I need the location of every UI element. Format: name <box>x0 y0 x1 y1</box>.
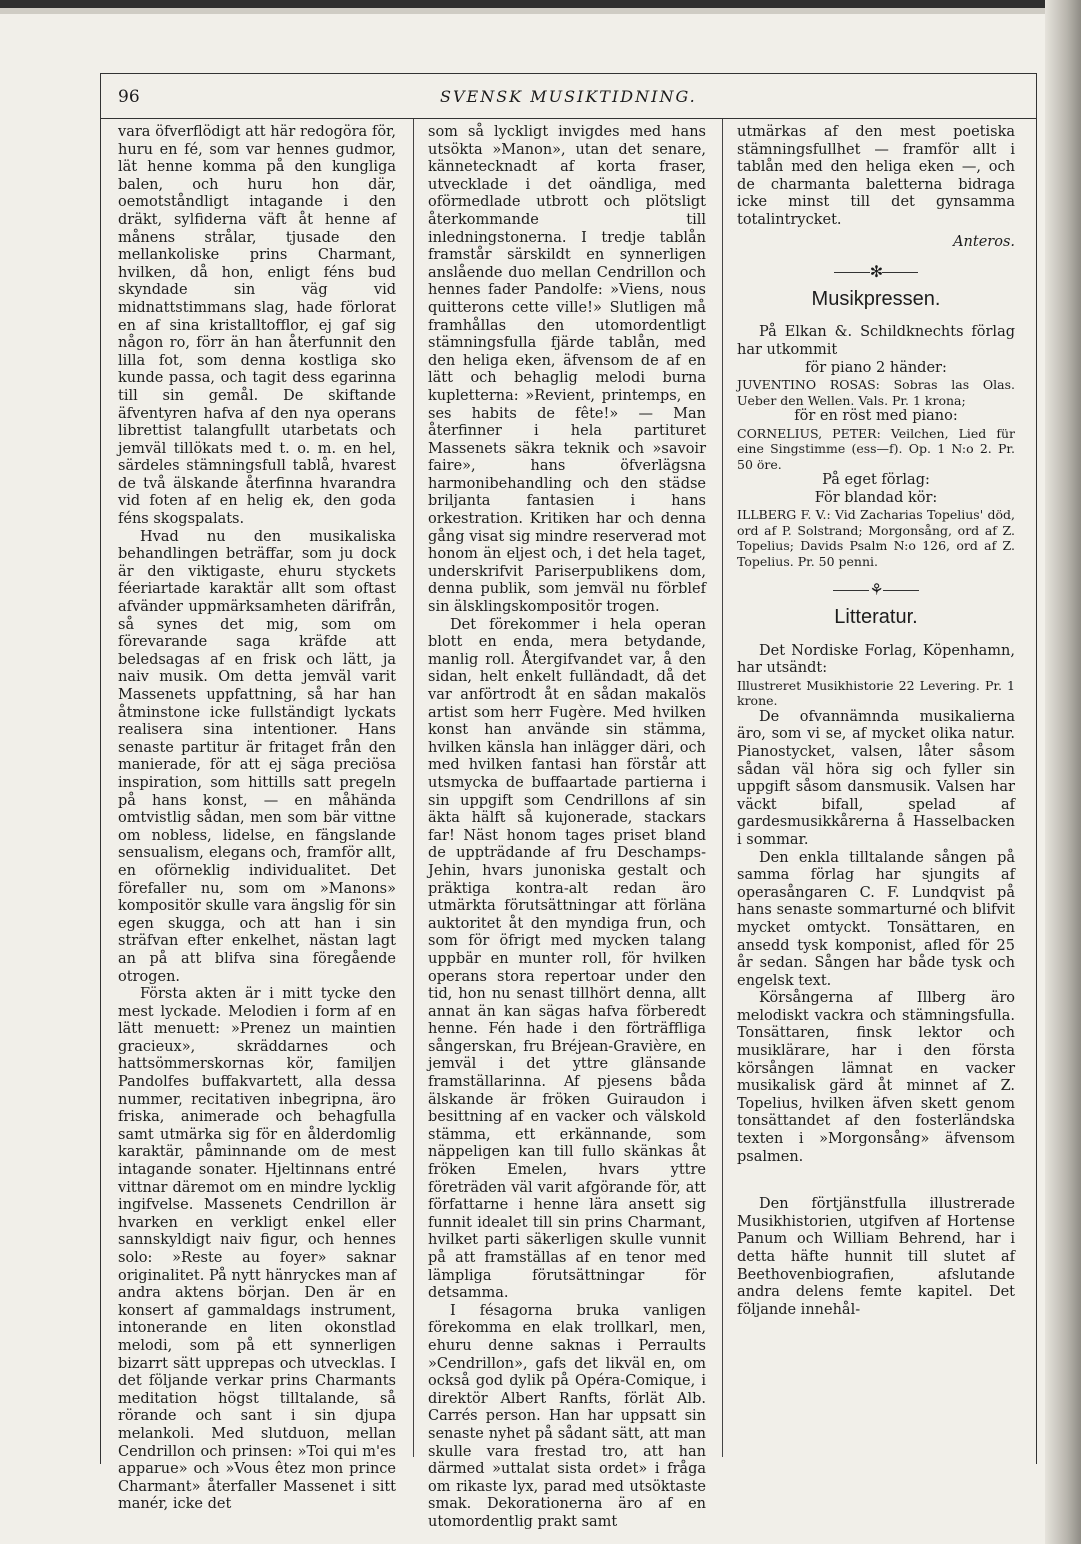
subheading: för en röst med piano: <box>794 408 958 425</box>
paragraph: Det förekommer i hela operan blott en enda, mera betydande, manlig roll. Återgifvandet var, å den sidan, helt enkelt fulländadt, då det var anförtrodt åt en sådan makalös artist som herr Fugère. Med hvilken konst han använde sin stämma, hvilken känsla han inlägger däri, och med hvilken fantasi han förstår att utsmycka de buffaartade partierna i sin uppgift som Cendrillons af sin äkta hälft så kujonerade, stackars far! Näst honom tages priset bland de uppträdande af fru Deschamps-Jehin, hvars junoniska gestalt och präktiga kontra-alt redan äro utmärkta förutsättningar att förläna auktoritet åt den myndiga frun, och som för öfrigt med mycken talang uppbär en munter roll, för hvilken operans stora repertoar under den tid, hon nu senast tillhört denna, allt annat än kan sägas hafva förberedt henne. Fén hade i den förträffliga sångerskan, fru Bréjean-Gravière, en jemväl i det yttre glänsande framställarinna. Af pjesens båda älskande är fröken Guiraudon i besittning af en vacker och välskold stämma, ett erkännande, som näppeligen kan till fullo skänkas åt fröken Emelen, hvars yttre företräden väl varit afgörande för, att författarne i henne lära ansett sig funnit idealet till sin prins Charmant, hvilket parti säkerligen skulle vunnit på att framställas af en tenor med lämpliga förutsättningar för detsamma. <box>428 616 706 1302</box>
ornament-divider: ✻ <box>737 263 1015 281</box>
scan-edge-band <box>0 8 1081 14</box>
subheading: För blandad kör: <box>814 489 938 506</box>
paragraph: De ofvannämnda musikalierna äro, som vi se, af mycket olika natur. Pianostycket, valsen, låter såsom sådan väl höra sig och fyller sin uppgift såsom dansmusik. Valsen har väckt bifall, spelad af gardesmusikkårerna å Hasselbacken i sommar. <box>737 708 1015 848</box>
column-rule-2 <box>722 119 723 1457</box>
paragraph: utmärkas af den mest poetiska stämningsfullhet — framför allt i tablån med den heliga eken —, och de charmanta baletterna bidraga icke minst till det gynsamma totalintrycket. <box>737 124 1015 228</box>
section-title-litteratur: Litteratur. <box>834 606 918 628</box>
listing-entry: JUVENTINO ROSAS: Sobras las Olas. Ueber den Wellen. Vals. Pr. 1 krona; <box>737 377 1015 408</box>
paragraph: Hvad nu den musikaliska behandlingen beträffar, som ju dock är den viktigaste, ehuru styckets féeriartade karaktär allt som oftast afvänder uppmärksamheten därifrån, så synes det mig, som om förevarande saga kräfde att beledsagas af en frisk och lätt, ja naiv musik. Om detta jemväl varit Massenets uppfattning, så har han åtminstone icke fullständigt lyckats realisera sina intentioner. Hans senaste partitur är fritaget från den manierade, för att ej säga preciösa inspiration, som hittills satt pregeln på hans konst, — en måhända omtvistlig sådan, men som bär vittne om nobless, lidelse, en fängslande sensualism, elegans och, framför allt, en oförneklig individualitet. Det förefaller nu, som om »Manons» kompositör skulle vara ängslig för sin egen skugga, och att han i sin sträfvan efter enkelhet, nästan lagt an på att blifva sina föregående otrogen. <box>118 528 396 985</box>
listing-entry: ILLBERG F. V.: Vid Zacharias Topelius' död, ord af P. Solstrand; Morgonsång, ord af Z. Topelius; Davids Psalm N:o 126, ord af Z. Topelius. Pr. 50 penni. <box>737 507 1015 569</box>
header-rule <box>100 118 1036 119</box>
paragraph: vara öfverflödigt att här redogöra för, huru en fé, som var hennes gudmor, lät henne komma på den kungliga balen, och huru hon där, oemotståndligt intagande i den dräkt, sylfiderna väft åt henne af månens strålar, tjusade den mellankoliske prins Charmant, hvilken, då hon, enligt féns bud skyndade sin väg vid midnattstimmans slag, hade förlorat en af sina kristalltofflor, ej gaf sig någon ro, förr än han återfunnit den lilla fot, som denna kostliga sko kunde passa, och tagit dess egarinna till sin gemål. De skiftande äfventyren hafva af den nya operans librettist talangfullt utarbetats och jemväl tillökats med t. o. m. en hel, särdeles stämningsfull tablå, hvarest de två älskande återfinna hvarandra vid foten af en helig ek, den goda féns skogspalats. <box>118 124 396 528</box>
paragraph: Det Nordiske Forlag, Köpenhamn, har utsändt: <box>737 642 1015 677</box>
paragraph: Den förtjänstfulla illustrerade Musikhistorien, utgifven af Hortense Panum och William Behrend, har i detta häfte hunnit till slutet af Beethovenbiografien, afslutande andra delens femte kapitel. Det följande innehål- <box>737 1196 1015 1318</box>
ornament-divider: ⚘ <box>737 581 1015 599</box>
column-3 <box>737 124 1015 1319</box>
running-head: SVENSK MUSIKTIDNING. <box>440 87 697 106</box>
paragraph: Den enkla tilltalande sången på samma förlag har sjungits af operasångaren C. F. Lundqvist på hans senaste sommarturné och blifvit mycket omtyckt. Tonsättaren, en ansedd tysk komponist, afled för 25 år sedan. Sången har både tysk och engelsk text. <box>737 849 1015 989</box>
paragraph: Första akten är i mitt tycke den mest lyckade. Melodien i form af en lätt menuett: »Prenez un maintien gracieux», skräddarnes och hattsömmerskornas kör, familjen Pandolfes buffakvartett, alla dessa nummer, recitativen inbegripna, äro friska, animerade och behagfulla samt utmärka sig för en ålderdomlig karaktär, påminnande om de mest intagande sonater. Hjeltinnans entré vittnar däremot om en mindre lycklig ingifvelse. Massenets Cendrillon är hvarken en verkligt enkel eller sannskyldigt naiv figur, och hennes solo: »Reste au foyer» saknar originalitet. På nytt hänryckes man af andra aktens början. Den är en konsert af gammaldags instrument, intonerande en liten okonstlad melodi, som på ett synnerligen bizarrt sätt upprepas och utvecklas. I det följande verkar prins Charmants meditation högst tilltalande, så rörande och sant i sin djupa melankoli. Med slutduon, mellan Cendrillon och prinsen: »Toi qui m'es apparue» och »Vous êtez mon prince Charmant» återfaller Massenet i sitt manér, icke det <box>118 986 396 1513</box>
signature: Anteros. <box>953 233 1015 250</box>
scan-edge-top <box>0 0 1081 8</box>
listing-entry: CORNELIUS, PETER: Veilchen, Lied für eine Singstimme (ess—f). Op. 1 N:o 2. Pr. 50 öre. <box>737 425 1015 472</box>
paragraph: I fésagorna bruka vanligen förekomma en elak trollkarl, men, ehuru denne saknas i Perraults »Cendrillon», gafs det likväl en, om också god dylik på Opéra-Comique, i direktör Albert Ranfts, förlät Alb. Carrés person. Han har uppsatt sin senaste nyhet på sådant sätt, att man skulle vara frestad tro, att han därmed »uttalat sista ordet» i fråga om rikaste lyx, parad med utsöktaste smak. Dekorationerna äro af en utomordentlig prakt samt <box>428 1302 706 1530</box>
section-title-musikpressen: Musikpressen. <box>811 287 941 310</box>
listing-entry: Illustreret Musikhistorie 22 Levering. Pr. 1 krone. <box>737 677 1015 709</box>
scan-edge-right <box>1045 0 1081 1544</box>
column-rule-1 <box>413 119 414 1457</box>
paragraph: Körsångerna af Illberg äro melodiskt vackra och stämningsfulla. Tonsättaren, finsk lektor och musiklärare, har i den första körsången lämnat en vacker musikalisk gärd åt minnet af Z. Topelius, hvilken äfven skett genom tonsättandet af den fosterländska texten i »Morgonsång» äfvensom psalmen. <box>737 990 1015 1165</box>
paragraph: som så lyckligt invigdes med hans utsökta »Manon», utan det senare, kännetecknadt af korta fraser, utvecklade i det oändliga, med oförmedlade utbrott och plötsligt återkommande till inledningstonerna. I tredje tablån framstår särskildt en synnerligen anslående duo mellan Cendrillon och hennes fader Pandolfe: »Viens, nous quitterons cette ville!» Slutligen må framhållas den utomordentligt stämningsfulla fjärde tablån, med den heliga eken, äfvensom de af en lätt och behaglig melodi burna kupletterna: »Revient, printemps, en ses habits de fête!» — Man återfinner i hela partituret Massenets säkra teknik och »savoir faire», hans öfverlägsna harmonibehandling och den städse briljanta fantasien i hans orkestration. Kritiken har och denna gång visat sig mindre reserverad mot honom än eljest och, i det hela taget, underskrifvit Pariserpublikens dom, denna publik, som jemväl nu förblef sin älsklingskompositör trogen. <box>428 124 706 616</box>
column-2 <box>428 124 706 1532</box>
subheading: för piano 2 händer: <box>805 359 947 376</box>
page-number: 96 <box>118 87 140 107</box>
subheading: På eget förlag: <box>822 472 930 489</box>
column-1 <box>118 124 396 1514</box>
paragraph: På Elkan &. Schildknechts förlag har utkommit <box>737 324 1015 358</box>
